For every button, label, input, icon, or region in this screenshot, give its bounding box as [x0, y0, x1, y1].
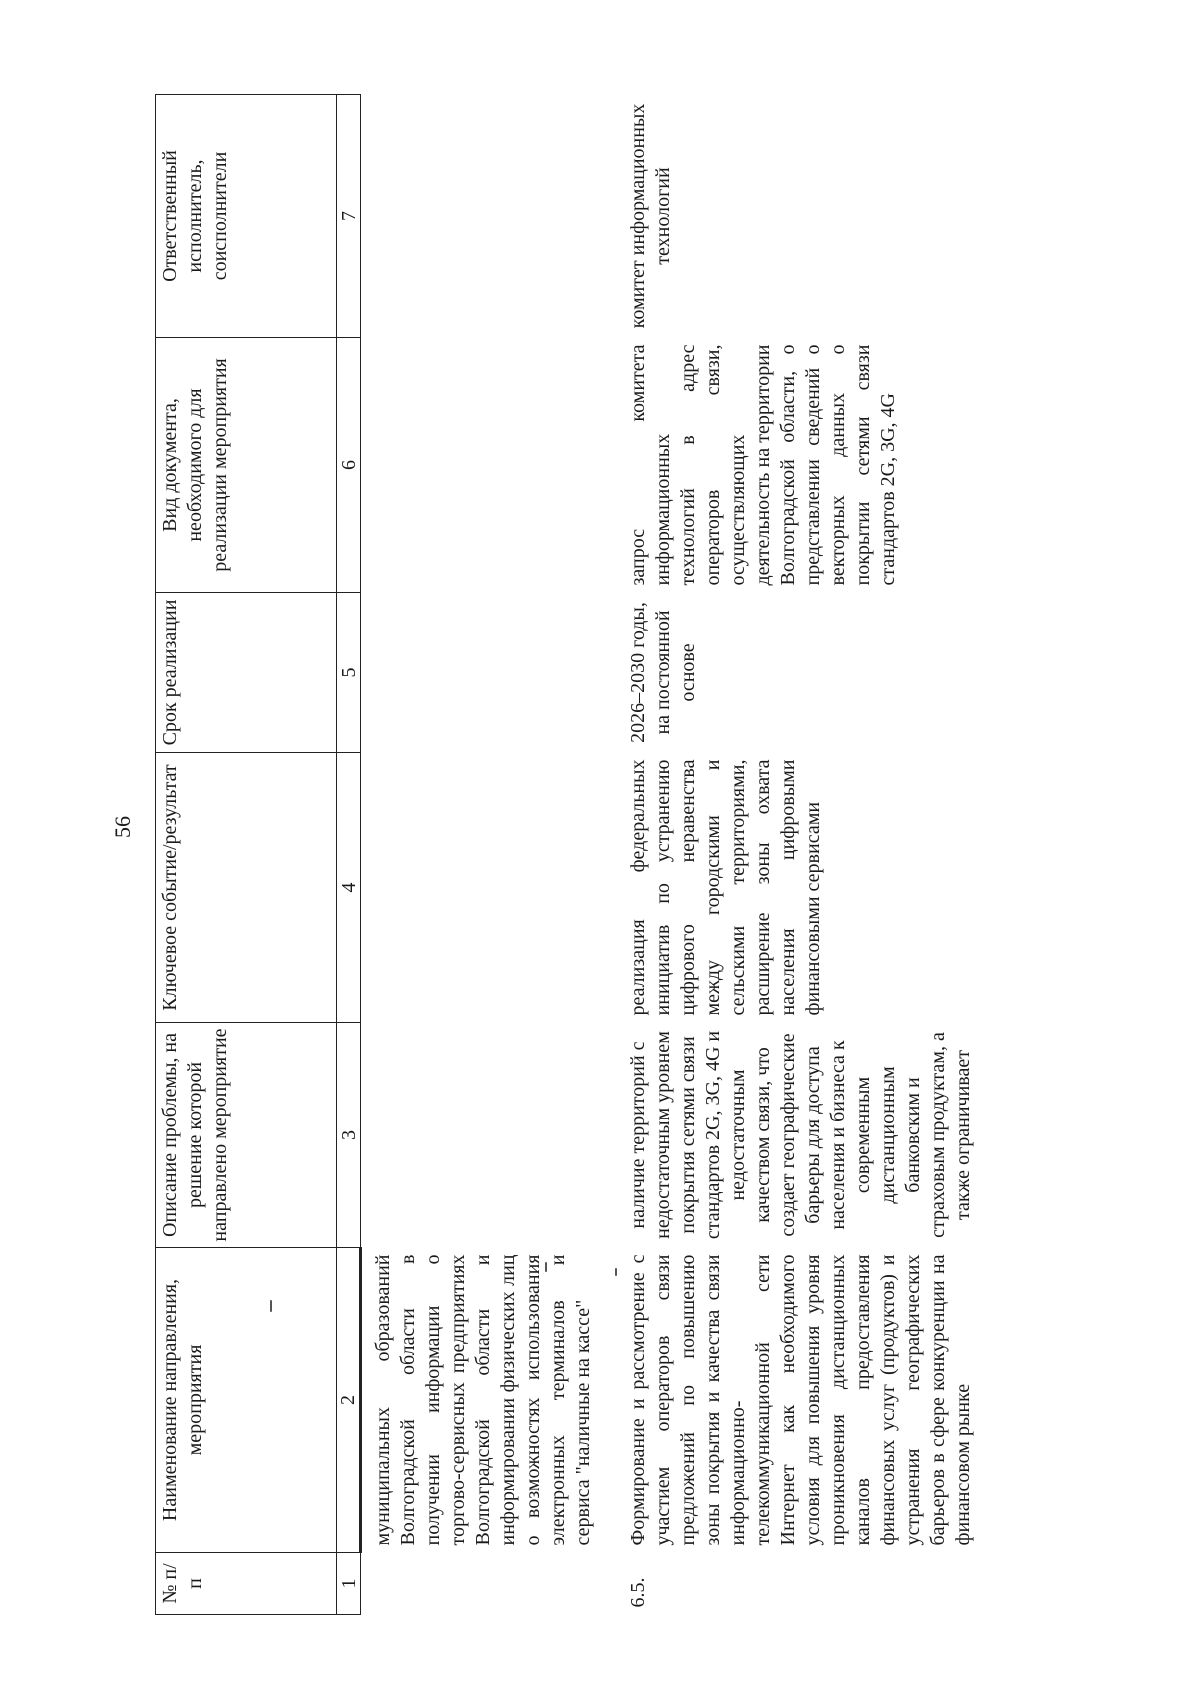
row-problem: наличие территорий с недостаточным уровнем покрытия сетями связи стандартов 2G, 3G, 4G и недостаточным качеством связи, что создает географические барьеры для доступа населения и бизнеса к современным дистанционным банковским и страховым продуктам, а также ограничивает: [627, 1030, 974, 1240]
row-term: 2026–2030 годы, на постоянной основе: [627, 602, 699, 743]
rotated-table-container: [155, 95, 1200, 1615]
row-result: реализация федеральных инициатив по устранению цифрового неравенства между городскими и сельскими территориями, расширение зоны охвата населения цифровыми финансовыми сервисами: [627, 759, 824, 1016]
header-name: Наименование направления, мероприятия: [156, 1248, 337, 1553]
row-number: 6.5.: [627, 1577, 649, 1608]
row-responsible: комитет информационных технологий: [627, 103, 674, 329]
scan-speck: [545, 1262, 547, 1272]
column-number: 4: [337, 753, 361, 1023]
header-term: Срок реализации: [156, 593, 337, 753]
row-name: муниципальных образований Волгоградской области в получении информации о торгово-сервисных предприятиях Волгоградской области и информировании физических лиц о возможностях использования электронных терминалов и сервиса "наличные на кассе": [372, 1254, 594, 1546]
row-number: [361, 1553, 619, 1615]
header-problem: Описание проблемы, на решение которой направлено мероприятие: [156, 1023, 337, 1248]
table-row: [361, 95, 619, 1615]
measures-table: [155, 94, 998, 1615]
row-responsible: [361, 95, 619, 338]
header-responsible: Ответственный исполнитель, соисполнители: [156, 95, 337, 338]
row-document: [361, 338, 619, 593]
row-problem: [361, 1023, 619, 1248]
table-header-row: [156, 95, 337, 1615]
row-term: [361, 593, 619, 753]
row-result: [361, 753, 619, 1023]
header-document: Вид документа, необходимого для реализации мероприятия: [156, 338, 337, 593]
column-number-row: [337, 95, 361, 1615]
column-number: 1: [337, 1553, 361, 1615]
column-number: 6: [337, 338, 361, 593]
scan-speck: [270, 1300, 272, 1312]
row-document: запрос комитета информационных технологий в адрес операторов связи, осуществляющих деятельность на территории Волгоградской области, о представлении сведений о векторных данных о покрытии сетями связи стандартов 2G, 3G, 4G: [627, 344, 899, 586]
header-number: № п/п: [156, 1553, 337, 1615]
header-result: Ключевое событие/результат: [156, 753, 337, 1023]
column-number: 2: [337, 1248, 361, 1553]
column-number: 7: [337, 95, 361, 338]
column-number: 5: [337, 593, 361, 753]
row-name: Формирование и рассмотрение с участием операторов связи предложений по повышению зоны покрытия и качества связи информационно-телекоммуникационной сети Интернет как необходимого условия для повышения уровня проникновения дистанционных каналов предоставления финансовых услуг (продуктов) и устранения географических барьеров в сфере конкуренции на финансовом рынке: [627, 1254, 974, 1546]
table-row: [618, 95, 998, 1615]
page-number: 56: [110, 816, 135, 838]
scan-speck: [615, 1268, 617, 1276]
column-number: 3: [337, 1023, 361, 1248]
